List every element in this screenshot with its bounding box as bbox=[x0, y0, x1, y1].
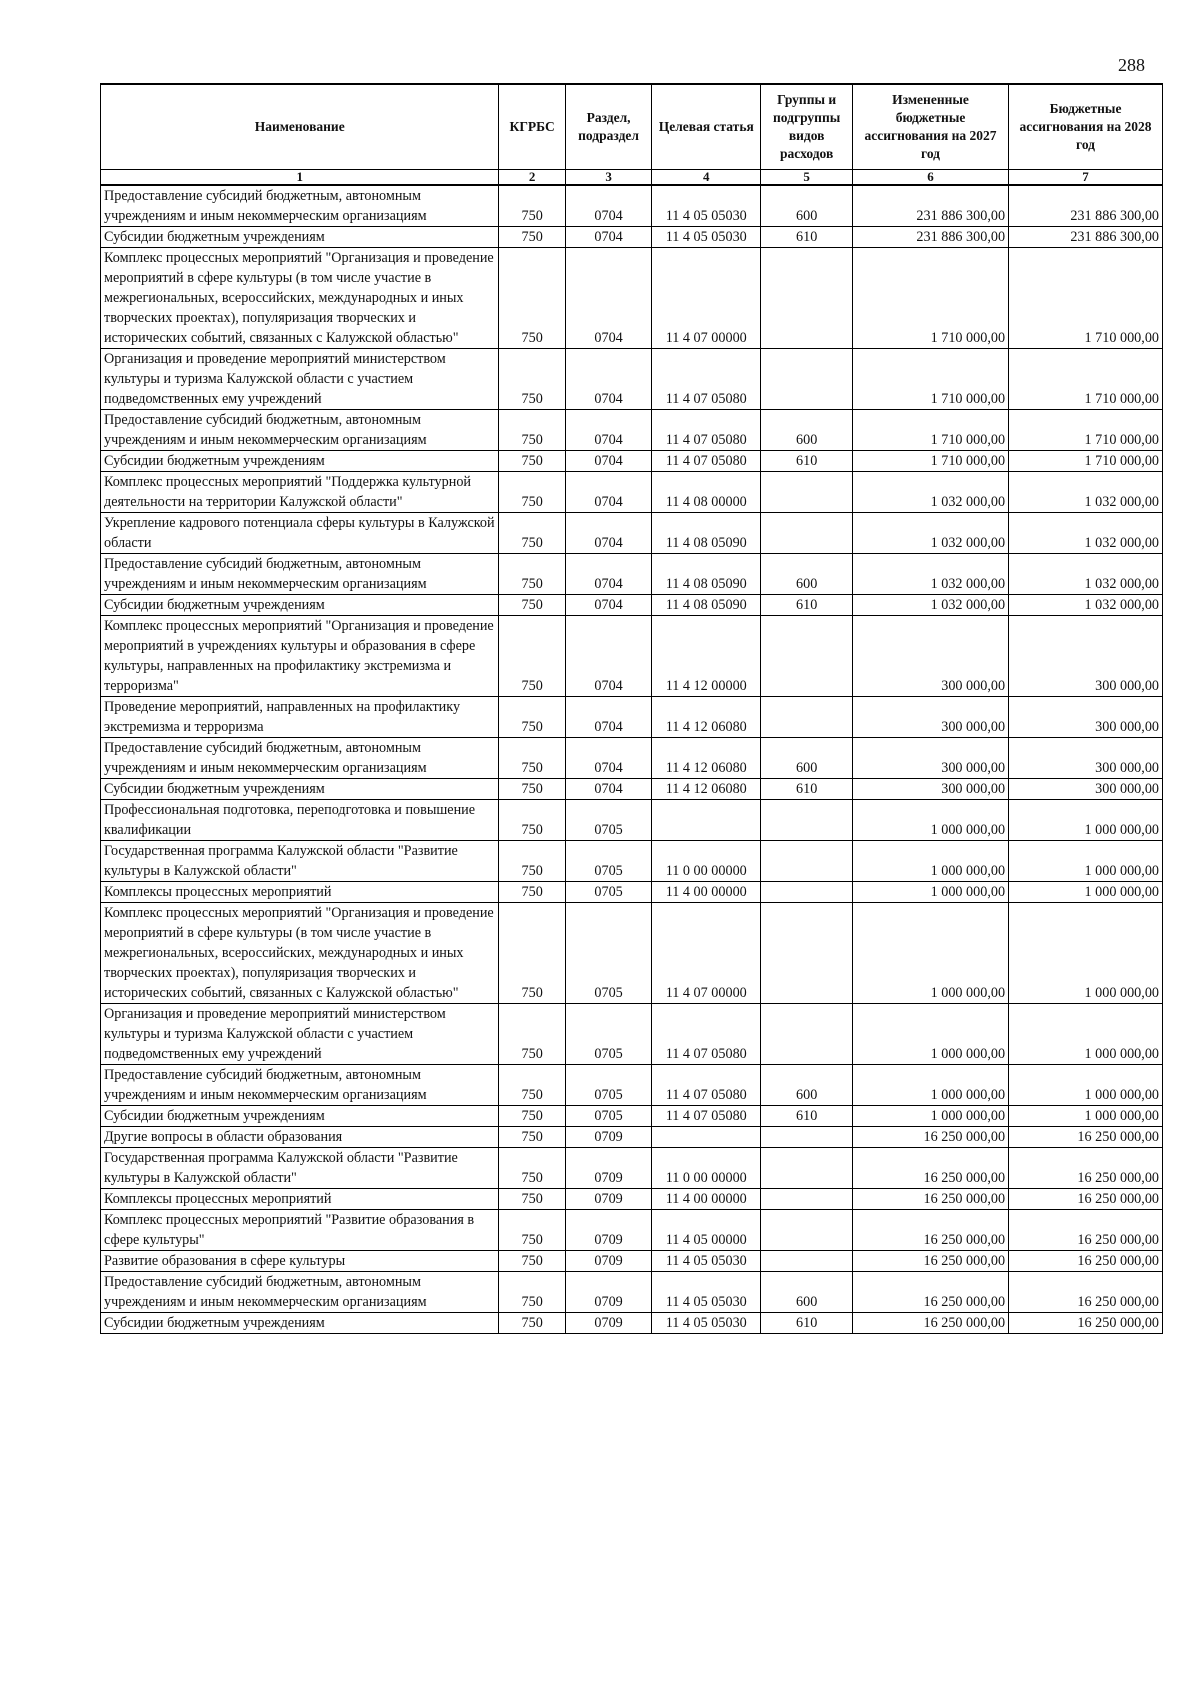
row-name-cell: Субсидии бюджетным учреждениям bbox=[101, 1105, 499, 1126]
row-kgrbs-cell: 750 bbox=[499, 512, 566, 553]
row-kgrbs-cell: 750 bbox=[499, 471, 566, 512]
table-row bbox=[101, 553, 1163, 594]
row-kgrbs-cell: 750 bbox=[499, 737, 566, 778]
row-amount-2028-cell: 1 000 000,00 bbox=[1009, 1003, 1163, 1064]
row-amount-2027-cell: 1 000 000,00 bbox=[852, 902, 1008, 1003]
row-amount-2028-cell: 231 886 300,00 bbox=[1009, 185, 1163, 227]
row-amount-2028-cell: 1 000 000,00 bbox=[1009, 1105, 1163, 1126]
row-amount-2028-cell: 1 710 000,00 bbox=[1009, 409, 1163, 450]
row-name-cell: Развитие образования в сфере культуры bbox=[101, 1250, 499, 1271]
row-group-cell bbox=[761, 799, 853, 840]
row-group-cell bbox=[761, 840, 853, 881]
row-amount-2028-cell: 1 000 000,00 bbox=[1009, 799, 1163, 840]
row-section-cell: 0704 bbox=[565, 778, 651, 799]
row-amount-2027-cell: 231 886 300,00 bbox=[852, 226, 1008, 247]
row-amount-2028-cell: 1 032 000,00 bbox=[1009, 471, 1163, 512]
row-amount-2027-cell: 300 000,00 bbox=[852, 615, 1008, 696]
row-amount-2028-cell: 1 710 000,00 bbox=[1009, 348, 1163, 409]
header-section: Раздел, подраздел bbox=[565, 84, 651, 169]
table-row bbox=[101, 512, 1163, 553]
row-name-cell: Организация и проведение мероприятий министерством культуры и туризма Калужской области с участием подведомственных ему учреждений bbox=[101, 348, 499, 409]
row-name-cell: Предоставление субсидий бюджетным, автономным учреждениям и иным некоммерческим организациям bbox=[101, 737, 499, 778]
row-amount-2027-cell: 1 710 000,00 bbox=[852, 348, 1008, 409]
row-group-cell bbox=[761, 348, 853, 409]
row-name-cell: Субсидии бюджетным учреждениям bbox=[101, 226, 499, 247]
table-row bbox=[101, 226, 1163, 247]
row-section-cell: 0705 bbox=[565, 902, 651, 1003]
row-amount-2027-cell: 16 250 000,00 bbox=[852, 1126, 1008, 1147]
row-kgrbs-cell: 750 bbox=[499, 799, 566, 840]
row-target-cell: 11 4 05 00000 bbox=[652, 1209, 761, 1250]
row-amount-2028-cell: 1 032 000,00 bbox=[1009, 512, 1163, 553]
row-kgrbs-cell: 750 bbox=[499, 1003, 566, 1064]
row-amount-2028-cell: 300 000,00 bbox=[1009, 778, 1163, 799]
row-section-cell: 0704 bbox=[565, 737, 651, 778]
row-group-cell bbox=[761, 881, 853, 902]
row-section-cell: 0705 bbox=[565, 1064, 651, 1105]
row-amount-2028-cell: 1 000 000,00 bbox=[1009, 840, 1163, 881]
table-body bbox=[101, 185, 1163, 1334]
column-number-row bbox=[101, 169, 1163, 185]
table-row bbox=[101, 1250, 1163, 1271]
table-row bbox=[101, 1105, 1163, 1126]
row-kgrbs-cell: 750 bbox=[499, 594, 566, 615]
row-amount-2027-cell: 1 000 000,00 bbox=[852, 1105, 1008, 1126]
row-group-cell bbox=[761, 696, 853, 737]
table-row bbox=[101, 409, 1163, 450]
row-section-cell: 0704 bbox=[565, 615, 651, 696]
row-amount-2028-cell: 16 250 000,00 bbox=[1009, 1147, 1163, 1188]
row-amount-2027-cell: 300 000,00 bbox=[852, 737, 1008, 778]
row-kgrbs-cell: 750 bbox=[499, 409, 566, 450]
column-number: 1 bbox=[101, 169, 499, 185]
row-name-cell: Комплекс процессных мероприятий "Организация и проведение мероприятий в учреждениях культуры и образования в сфере культуры, направленных на профилактику экстремизма и терроризма" bbox=[101, 615, 499, 696]
table-row bbox=[101, 881, 1163, 902]
row-target-cell: 11 0 00 00000 bbox=[652, 1147, 761, 1188]
table-row bbox=[101, 594, 1163, 615]
row-kgrbs-cell: 750 bbox=[499, 1250, 566, 1271]
row-target-cell: 11 4 07 05080 bbox=[652, 1105, 761, 1126]
row-name-cell: Комплексы процессных мероприятий bbox=[101, 881, 499, 902]
row-name-cell: Субсидии бюджетным учреждениям bbox=[101, 450, 499, 471]
table-header-row bbox=[101, 84, 1163, 169]
row-amount-2027-cell: 1 710 000,00 bbox=[852, 409, 1008, 450]
row-target-cell: 11 4 08 05090 bbox=[652, 512, 761, 553]
table-row bbox=[101, 902, 1163, 1003]
row-amount-2028-cell: 16 250 000,00 bbox=[1009, 1188, 1163, 1209]
row-name-cell: Профессиональная подготовка, переподготовка и повышение квалификации bbox=[101, 799, 499, 840]
row-group-cell: 600 bbox=[761, 1271, 853, 1312]
row-group-cell: 600 bbox=[761, 185, 853, 227]
row-section-cell: 0704 bbox=[565, 594, 651, 615]
row-group-cell bbox=[761, 1188, 853, 1209]
row-amount-2028-cell: 300 000,00 bbox=[1009, 696, 1163, 737]
row-name-cell: Проведение мероприятий, направленных на профилактику экстремизма и терроризма bbox=[101, 696, 499, 737]
header-kgrbs: КГРБС bbox=[499, 84, 566, 169]
row-group-cell: 610 bbox=[761, 1312, 853, 1333]
row-section-cell: 0704 bbox=[565, 185, 651, 227]
row-group-cell: 600 bbox=[761, 553, 853, 594]
row-amount-2027-cell: 1 032 000,00 bbox=[852, 594, 1008, 615]
row-amount-2028-cell: 1 032 000,00 bbox=[1009, 594, 1163, 615]
row-target-cell: 11 4 05 05030 bbox=[652, 226, 761, 247]
row-name-cell: Комплексы процессных мероприятий bbox=[101, 1188, 499, 1209]
row-target-cell: 11 4 07 00000 bbox=[652, 902, 761, 1003]
table-row bbox=[101, 696, 1163, 737]
row-amount-2028-cell: 16 250 000,00 bbox=[1009, 1209, 1163, 1250]
table-row bbox=[101, 348, 1163, 409]
row-target-cell: 11 4 12 00000 bbox=[652, 615, 761, 696]
row-section-cell: 0705 bbox=[565, 881, 651, 902]
row-name-cell: Другие вопросы в области образования bbox=[101, 1126, 499, 1147]
row-section-cell: 0704 bbox=[565, 348, 651, 409]
row-kgrbs-cell: 750 bbox=[499, 778, 566, 799]
row-target-cell: 11 4 08 05090 bbox=[652, 553, 761, 594]
table-row bbox=[101, 1209, 1163, 1250]
row-amount-2027-cell: 300 000,00 bbox=[852, 696, 1008, 737]
row-section-cell: 0704 bbox=[565, 553, 651, 594]
table-row bbox=[101, 1312, 1163, 1333]
row-name-cell: Государственная программа Калужской области "Развитие культуры в Калужской области" bbox=[101, 840, 499, 881]
row-section-cell: 0709 bbox=[565, 1271, 651, 1312]
row-target-cell: 11 4 08 05090 bbox=[652, 594, 761, 615]
row-amount-2028-cell: 1 000 000,00 bbox=[1009, 881, 1163, 902]
row-amount-2027-cell: 1 000 000,00 bbox=[852, 799, 1008, 840]
column-number: 4 bbox=[652, 169, 761, 185]
header-amount-2027: Измененные бюджетные ассигнования на 2027 год bbox=[852, 84, 1008, 169]
row-name-cell: Предоставление субсидий бюджетным, автономным учреждениям и иным некоммерческим организациям bbox=[101, 409, 499, 450]
row-section-cell: 0704 bbox=[565, 450, 651, 471]
row-section-cell: 0705 bbox=[565, 1003, 651, 1064]
row-amount-2028-cell: 1 710 000,00 bbox=[1009, 450, 1163, 471]
row-kgrbs-cell: 750 bbox=[499, 881, 566, 902]
row-target-cell: 11 4 12 06080 bbox=[652, 778, 761, 799]
row-amount-2028-cell: 16 250 000,00 bbox=[1009, 1271, 1163, 1312]
row-group-cell bbox=[761, 1250, 853, 1271]
row-target-cell: 11 4 07 00000 bbox=[652, 247, 761, 348]
row-section-cell: 0709 bbox=[565, 1147, 651, 1188]
row-kgrbs-cell: 750 bbox=[499, 1271, 566, 1312]
row-target-cell: 11 4 07 05080 bbox=[652, 1064, 761, 1105]
row-group-cell bbox=[761, 902, 853, 1003]
row-group-cell: 600 bbox=[761, 409, 853, 450]
row-amount-2028-cell: 300 000,00 bbox=[1009, 737, 1163, 778]
row-amount-2027-cell: 1 032 000,00 bbox=[852, 553, 1008, 594]
row-kgrbs-cell: 750 bbox=[499, 247, 566, 348]
row-section-cell: 0705 bbox=[565, 799, 651, 840]
row-kgrbs-cell: 750 bbox=[499, 615, 566, 696]
column-number: 5 bbox=[761, 169, 853, 185]
row-target-cell bbox=[652, 799, 761, 840]
column-number: 3 bbox=[565, 169, 651, 185]
table-row bbox=[101, 840, 1163, 881]
row-kgrbs-cell: 750 bbox=[499, 902, 566, 1003]
row-section-cell: 0709 bbox=[565, 1126, 651, 1147]
row-group-cell bbox=[761, 615, 853, 696]
row-target-cell bbox=[652, 1126, 761, 1147]
row-group-cell: 600 bbox=[761, 1064, 853, 1105]
row-amount-2027-cell: 1 032 000,00 bbox=[852, 471, 1008, 512]
header-target: Целевая статья bbox=[652, 84, 761, 169]
row-amount-2027-cell: 16 250 000,00 bbox=[852, 1188, 1008, 1209]
row-section-cell: 0704 bbox=[565, 471, 651, 512]
table-row bbox=[101, 1188, 1163, 1209]
row-section-cell: 0705 bbox=[565, 840, 651, 881]
table-row bbox=[101, 1126, 1163, 1147]
column-number: 6 bbox=[852, 169, 1008, 185]
table-row bbox=[101, 471, 1163, 512]
row-section-cell: 0709 bbox=[565, 1209, 651, 1250]
row-amount-2027-cell: 1 000 000,00 bbox=[852, 881, 1008, 902]
table-row bbox=[101, 1003, 1163, 1064]
row-amount-2027-cell: 16 250 000,00 bbox=[852, 1271, 1008, 1312]
row-name-cell: Комплекс процессных мероприятий "Организация и проведение мероприятий в сфере культуры (в том числе участие в межрегиональных, всероссийских, международных и иных творческих проектах), популяризация творческих и исторических событий, связанных с Калужской областью" bbox=[101, 902, 499, 1003]
row-group-cell bbox=[761, 1147, 853, 1188]
row-group-cell bbox=[761, 247, 853, 348]
row-target-cell: 11 4 07 05080 bbox=[652, 348, 761, 409]
row-section-cell: 0705 bbox=[565, 1105, 651, 1126]
row-kgrbs-cell: 750 bbox=[499, 1105, 566, 1126]
row-group-cell: 610 bbox=[761, 1105, 853, 1126]
row-kgrbs-cell: 750 bbox=[499, 185, 566, 227]
row-amount-2027-cell: 231 886 300,00 bbox=[852, 185, 1008, 227]
row-target-cell: 11 4 05 05030 bbox=[652, 1250, 761, 1271]
table-row bbox=[101, 1064, 1163, 1105]
row-section-cell: 0709 bbox=[565, 1250, 651, 1271]
table-row bbox=[101, 450, 1163, 471]
row-amount-2028-cell: 16 250 000,00 bbox=[1009, 1312, 1163, 1333]
row-target-cell: 11 4 05 05030 bbox=[652, 1312, 761, 1333]
row-group-cell: 610 bbox=[761, 778, 853, 799]
row-kgrbs-cell: 750 bbox=[499, 840, 566, 881]
row-section-cell: 0704 bbox=[565, 696, 651, 737]
row-target-cell: 11 4 05 05030 bbox=[652, 1271, 761, 1312]
row-amount-2027-cell: 1 000 000,00 bbox=[852, 1003, 1008, 1064]
row-amount-2028-cell: 300 000,00 bbox=[1009, 615, 1163, 696]
row-kgrbs-cell: 750 bbox=[499, 1147, 566, 1188]
row-section-cell: 0709 bbox=[565, 1312, 651, 1333]
row-kgrbs-cell: 750 bbox=[499, 553, 566, 594]
row-name-cell: Предоставление субсидий бюджетным, автономным учреждениям и иным некоммерческим организациям bbox=[101, 1271, 499, 1312]
row-name-cell: Комплекс процессных мероприятий "Организация и проведение мероприятий в сфере культуры (в том числе участие в межрегиональных, всероссийских, международных и иных творческих проектах), популяризация творческих и исторических событий, связанных с Калужской областью" bbox=[101, 247, 499, 348]
table-row bbox=[101, 1147, 1163, 1188]
row-amount-2028-cell: 1 032 000,00 bbox=[1009, 553, 1163, 594]
row-kgrbs-cell: 750 bbox=[499, 450, 566, 471]
header-groups: Группы и подгруппы видов расходов bbox=[761, 84, 853, 169]
row-group-cell bbox=[761, 471, 853, 512]
row-group-cell bbox=[761, 1003, 853, 1064]
row-section-cell: 0704 bbox=[565, 512, 651, 553]
row-group-cell: 610 bbox=[761, 226, 853, 247]
table-row bbox=[101, 615, 1163, 696]
row-amount-2027-cell: 1 710 000,00 bbox=[852, 247, 1008, 348]
row-amount-2027-cell: 16 250 000,00 bbox=[852, 1250, 1008, 1271]
row-name-cell: Укрепление кадрового потенциала сферы культуры в Калужской области bbox=[101, 512, 499, 553]
row-group-cell bbox=[761, 1126, 853, 1147]
row-target-cell: 11 4 07 05080 bbox=[652, 450, 761, 471]
row-name-cell: Субсидии бюджетным учреждениям bbox=[101, 778, 499, 799]
row-target-cell: 11 4 08 00000 bbox=[652, 471, 761, 512]
header-amount-2028: Бюджетные ассигнования на 2028 год bbox=[1009, 84, 1163, 169]
page-number: 288 bbox=[1118, 55, 1145, 75]
row-kgrbs-cell: 750 bbox=[499, 696, 566, 737]
row-amount-2027-cell: 1 032 000,00 bbox=[852, 512, 1008, 553]
row-name-cell: Предоставление субсидий бюджетным, автономным учреждениям и иным некоммерческим организациям bbox=[101, 185, 499, 227]
row-name-cell: Предоставление субсидий бюджетным, автономным учреждениям и иным некоммерческим организациям bbox=[101, 1064, 499, 1105]
table-row bbox=[101, 1271, 1163, 1312]
table-row bbox=[101, 247, 1163, 348]
row-amount-2027-cell: 300 000,00 bbox=[852, 778, 1008, 799]
row-target-cell: 11 4 00 00000 bbox=[652, 1188, 761, 1209]
row-group-cell: 600 bbox=[761, 737, 853, 778]
row-target-cell: 11 4 00 00000 bbox=[652, 881, 761, 902]
row-amount-2028-cell: 16 250 000,00 bbox=[1009, 1126, 1163, 1147]
row-section-cell: 0704 bbox=[565, 247, 651, 348]
row-amount-2028-cell: 16 250 000,00 bbox=[1009, 1250, 1163, 1271]
header-name: Наименование bbox=[101, 84, 499, 169]
row-section-cell: 0704 bbox=[565, 409, 651, 450]
row-section-cell: 0709 bbox=[565, 1188, 651, 1209]
row-kgrbs-cell: 750 bbox=[499, 1188, 566, 1209]
row-name-cell: Комплекс процессных мероприятий "Поддержка культурной деятельности на территории Калужской области" bbox=[101, 471, 499, 512]
row-group-cell: 610 bbox=[761, 594, 853, 615]
row-section-cell: 0704 bbox=[565, 226, 651, 247]
row-target-cell: 11 4 12 06080 bbox=[652, 737, 761, 778]
row-group-cell bbox=[761, 1209, 853, 1250]
row-amount-2027-cell: 16 250 000,00 bbox=[852, 1147, 1008, 1188]
row-target-cell: 11 0 00 00000 bbox=[652, 840, 761, 881]
column-number: 2 bbox=[499, 169, 566, 185]
row-name-cell: Предоставление субсидий бюджетным, автономным учреждениям и иным некоммерческим организациям bbox=[101, 553, 499, 594]
row-kgrbs-cell: 750 bbox=[499, 348, 566, 409]
budget-table bbox=[100, 83, 1163, 1334]
row-group-cell: 610 bbox=[761, 450, 853, 471]
row-kgrbs-cell: 750 bbox=[499, 1209, 566, 1250]
row-name-cell: Организация и проведение мероприятий министерством культуры и туризма Калужской области с участием подведомственных ему учреждений bbox=[101, 1003, 499, 1064]
row-amount-2027-cell: 16 250 000,00 bbox=[852, 1312, 1008, 1333]
row-target-cell: 11 4 12 06080 bbox=[652, 696, 761, 737]
row-amount-2028-cell: 1 710 000,00 bbox=[1009, 247, 1163, 348]
table-row bbox=[101, 799, 1163, 840]
row-amount-2028-cell: 231 886 300,00 bbox=[1009, 226, 1163, 247]
row-amount-2027-cell: 1 000 000,00 bbox=[852, 840, 1008, 881]
row-amount-2027-cell: 16 250 000,00 bbox=[852, 1209, 1008, 1250]
row-name-cell: Субсидии бюджетным учреждениям bbox=[101, 594, 499, 615]
row-amount-2027-cell: 1 710 000,00 bbox=[852, 450, 1008, 471]
row-target-cell: 11 4 05 05030 bbox=[652, 185, 761, 227]
table-row bbox=[101, 185, 1163, 227]
row-amount-2027-cell: 1 000 000,00 bbox=[852, 1064, 1008, 1105]
row-target-cell: 11 4 07 05080 bbox=[652, 1003, 761, 1064]
row-kgrbs-cell: 750 bbox=[499, 1312, 566, 1333]
table-row bbox=[101, 737, 1163, 778]
table-row bbox=[101, 778, 1163, 799]
row-group-cell bbox=[761, 512, 853, 553]
row-kgrbs-cell: 750 bbox=[499, 1126, 566, 1147]
column-number: 7 bbox=[1009, 169, 1163, 185]
row-name-cell: Субсидии бюджетным учреждениям bbox=[101, 1312, 499, 1333]
row-amount-2028-cell: 1 000 000,00 bbox=[1009, 902, 1163, 1003]
row-name-cell: Комплекс процессных мероприятий "Развитие образования в сфере культуры" bbox=[101, 1209, 499, 1250]
row-target-cell: 11 4 07 05080 bbox=[652, 409, 761, 450]
row-kgrbs-cell: 750 bbox=[499, 1064, 566, 1105]
row-kgrbs-cell: 750 bbox=[499, 226, 566, 247]
row-name-cell: Государственная программа Калужской области "Развитие культуры в Калужской области" bbox=[101, 1147, 499, 1188]
row-amount-2028-cell: 1 000 000,00 bbox=[1009, 1064, 1163, 1105]
